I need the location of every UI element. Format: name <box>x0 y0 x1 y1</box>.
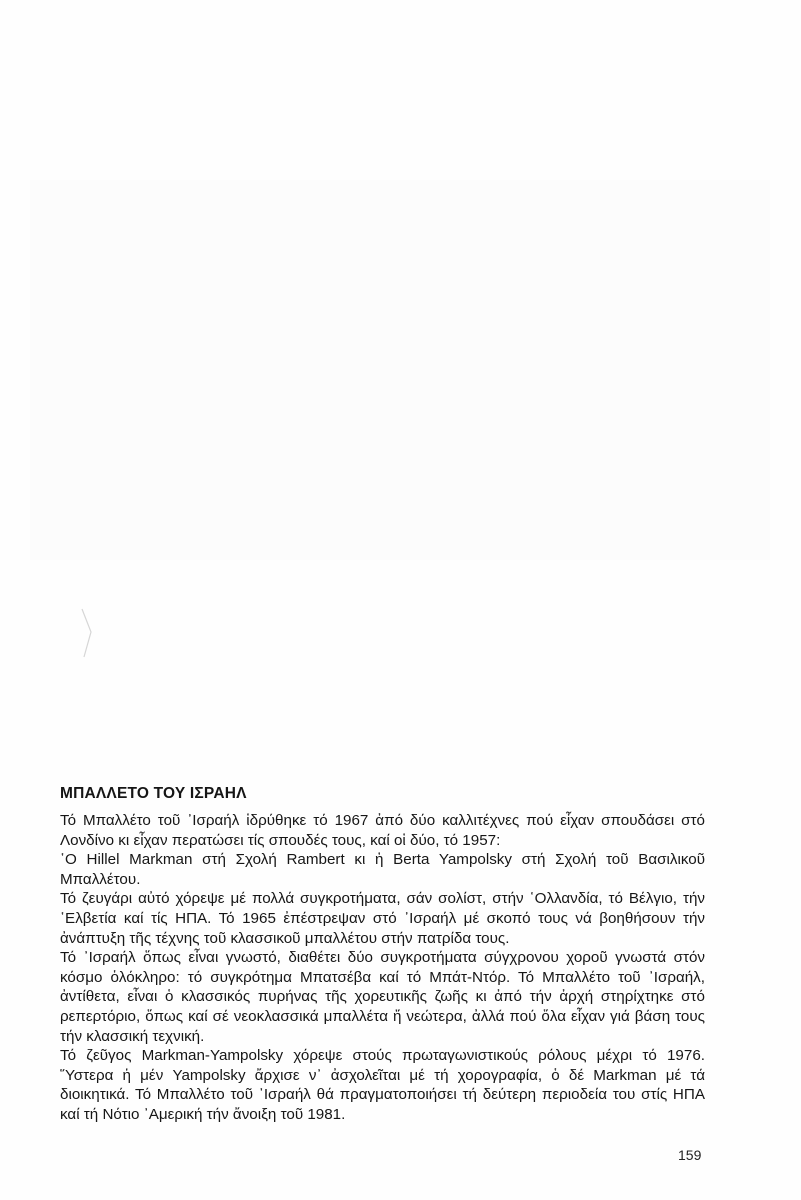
article-title: ΜΠΑΛΛΕΤΟ ΤΟΥ ΙΣΡΑΗΛ <box>60 785 247 802</box>
article-body <box>60 811 705 1125</box>
paragraph: ῾Ο Hillel Markman στή Σχολή Rambert κι ἡ Berta Yampolsky στή Σχολή τοῦ Βασιλικοῦ Μπαλλέτου. <box>60 851 705 888</box>
margin-mark <box>80 608 94 658</box>
paragraph: Τό ζεῦγος Markman-Yampolsky χόρεψε στούς πρωταγωνιστικούς ρόλους μέχρι τό 1976. ῞Υστερα ἡ μέν Yampolsky ἄρχισε ν᾿ ἀσχολεῖται μέ τή χορογραφία, ὁ δέ Markman μέ τά διοικητικά. Τό Μπαλλέτο τοῦ ᾿Ισραήλ θά πραγματοποιήσει τή δεύτερη περιοδεία του στίς ΗΠΑ καί τή Νότιο ᾿Αμερική τήν ἄνοιξη τοῦ 1981. <box>60 1047 705 1123</box>
paragraph: Τό ᾿Ισραήλ ὅπως εἶναι γνωστό, διαθέτει δύο συγκροτήματα σύγχρονου χοροῦ γνωστά στόν κόσμο ὁλόκληρο: τό συγκρότημα Μπατσέβα καί τό Μπάτ-Ντόρ. Τό Μπαλλέτο τοῦ ᾿Ισραήλ, ἀντίθετα, εἶναι ὁ κλασσικός πυρήνας τῆς χορευτικῆς ζωῆς κι ἀπό τήν ἀρχή στηρίχτηκε στό ρεπερτόριο, ὅπως καί σέ νεοκλασσικά μπαλλέτα ἤ νεώτερα, ἀλλά πού ὅλα εἶχαν γιά βάση τους τήν κλασσική τεχνική. <box>60 949 705 1045</box>
article <box>60 785 705 1125</box>
faded-photo-area <box>30 180 770 560</box>
paragraph: Τό ζευγάρι αὐτό χόρεψε μέ πολλά συγκροτήματα, σάν σολίστ, στήν ῾Ολλανδία, τό Βέλγιο, τήν ῾Ελβετία καί τίς ΗΠΑ. Τό 1965 ἐπέστρεψαν στό ᾿Ισραήλ μέ σκοπό τους νά βοηθήσουν τήν ἀνάπτυξη τῆς τέχνης τοῦ κλασσικοῦ μπαλλέτου στήν πατρίδα τους. <box>60 890 705 947</box>
paragraph: Τό Μπαλλέτο τοῦ ᾿Ισραήλ ἱδρύθηκε τό 1967 ἀπό δύο καλλιτέχνες πού εἶχαν σπουδάσει στό Λονδίνο κι εἶχαν περατώσει τίς σπουδές τους, καί οἱ δύο, τό 1957: <box>60 812 705 849</box>
page-number: 159 <box>678 1147 702 1163</box>
